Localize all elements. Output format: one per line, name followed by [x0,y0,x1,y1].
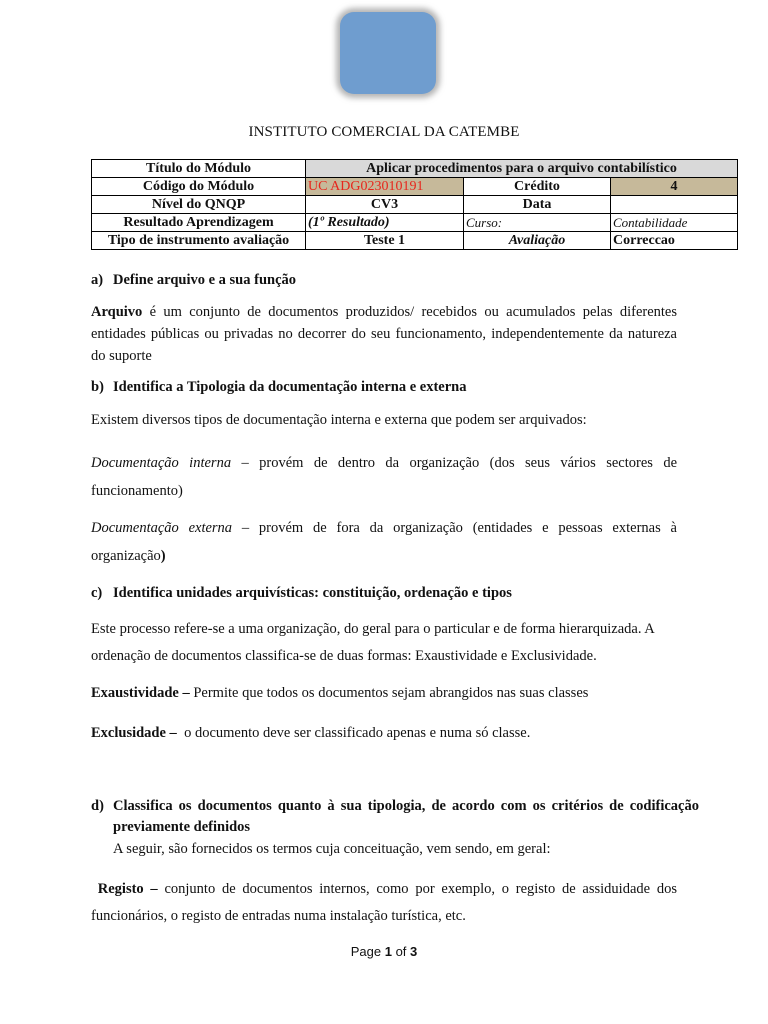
page-word: Page [350,944,385,959]
codigo-label: Código do Módulo [92,178,306,196]
registo-term: Registo – [97,881,158,897]
documentacao-externa-text: – provém de fora da organização (entidades e pessoas externas à organização [91,520,677,564]
titulo-label: Título do Módulo [92,160,306,178]
registo-text: conjunto de documentos internos, como por exemplo, o registo de assiduidade dos funcionários, o registo de entradas numa instalação turística, etc. [91,881,677,924]
school-logo [340,12,436,94]
page-footer [0,944,768,959]
avaliacao-value: Correccao [611,232,738,250]
documentacao-externa-term: Documentação externa [91,520,233,536]
curso-label: Curso: [464,214,611,232]
section-d-label: d) [91,798,104,814]
codigo-value: UC ADG023010191 [306,178,464,196]
titulo-value: Aplicar procedimentos para o arquivo contabilístico [306,160,738,178]
section-d-title: Classifica os documentos quanto à sua tipologia, de acordo com os critérios de codificação previamente definidos [113,798,699,835]
section-b-intro: Existem diversos tipos de documentação interna e externa que podem ser arquivados: [91,412,587,428]
of-word: of [391,944,411,959]
curso-value: Contabilidade [611,214,738,232]
table-row [92,232,738,250]
table-row [92,160,738,178]
tipo-label: Tipo de instrumento avaliação [92,232,306,250]
data-value [611,196,738,214]
section-c-paragraph: Este processo refere-se a uma organização, do geral para o particular e de forma hierarquizada. A ordenação de documentos classifica-se de duas formas: Exaustividade e Exclusividade. [91,621,654,664]
documentacao-interna-term: Documentação interna [91,455,232,471]
nivel-value: CV3 [306,196,464,214]
exclusidade-term: Exclusidade – [91,725,177,741]
section-b-title: Identifica a Tipologia da documentação interna e externa [113,379,467,395]
section-a-heading [91,270,677,291]
documentacao-interna-text: – provém de dentro da organização (dos seus vários sectores de funcionamento) [91,455,678,499]
documentacao-externa-close: ) [160,548,166,564]
tipo-value: Teste 1 [306,232,464,250]
section-a-title: Define arquivo e a sua função [113,272,297,288]
module-info-table [91,159,738,250]
data-label: Data [464,196,611,214]
section-a-paragraph [91,301,677,367]
exaustividade-paragraph [91,682,677,704]
table-row [92,196,738,214]
arquivo-definition: é um conjunto de documentos produzidos/ recebidos ou acumulados pelas diferentes entidades públicas ou privadas no decorrer do seu funcionamento, independentemente da natureza do suporte [91,304,677,364]
exclusidade-paragraph [91,722,677,744]
section-d-heading [91,796,699,838]
section-a-label: a) [91,272,104,288]
table-row [92,178,738,196]
exaustividade-text: Permite que todos os documentos sejam abrangidos nas suas classes [189,685,589,701]
resultado-value: (1º Resultado) [306,214,464,232]
page-current: 1 [384,944,392,959]
credito-value: 4 [611,178,738,196]
documentacao-interna-paragraph [91,449,677,505]
section-c-title: Identifica unidades arquivísticas: constituição, ordenação e tipos [113,585,512,601]
documentacao-externa-paragraph [91,514,677,570]
avaliacao-label: Avaliação [464,232,611,250]
page-total: 3 [410,944,418,959]
section-d-subtext: A seguir, são fornecidos os termos cuja conceituação, vem sendo, em geral: [113,841,551,857]
credito-label: Crédito [464,178,611,196]
nivel-label: Nível do QNQP [92,196,306,214]
section-b-label: b) [91,379,104,395]
table-row [92,214,738,232]
exclusidade-text: o documento deve ser classificado apenas e numa só classe. [176,725,531,741]
registo-paragraph [91,876,677,930]
institution-title: INSTITUTO COMERCIAL DA CATEMBE [248,124,520,140]
arquivo-term: Arquivo [91,304,143,320]
resultado-label: Resultado Aprendizagem [92,214,306,232]
section-b-heading [91,377,677,398]
exaustividade-term: Exaustividade – [91,685,190,701]
section-c-label: c) [91,585,103,601]
section-c-heading [91,583,677,604]
